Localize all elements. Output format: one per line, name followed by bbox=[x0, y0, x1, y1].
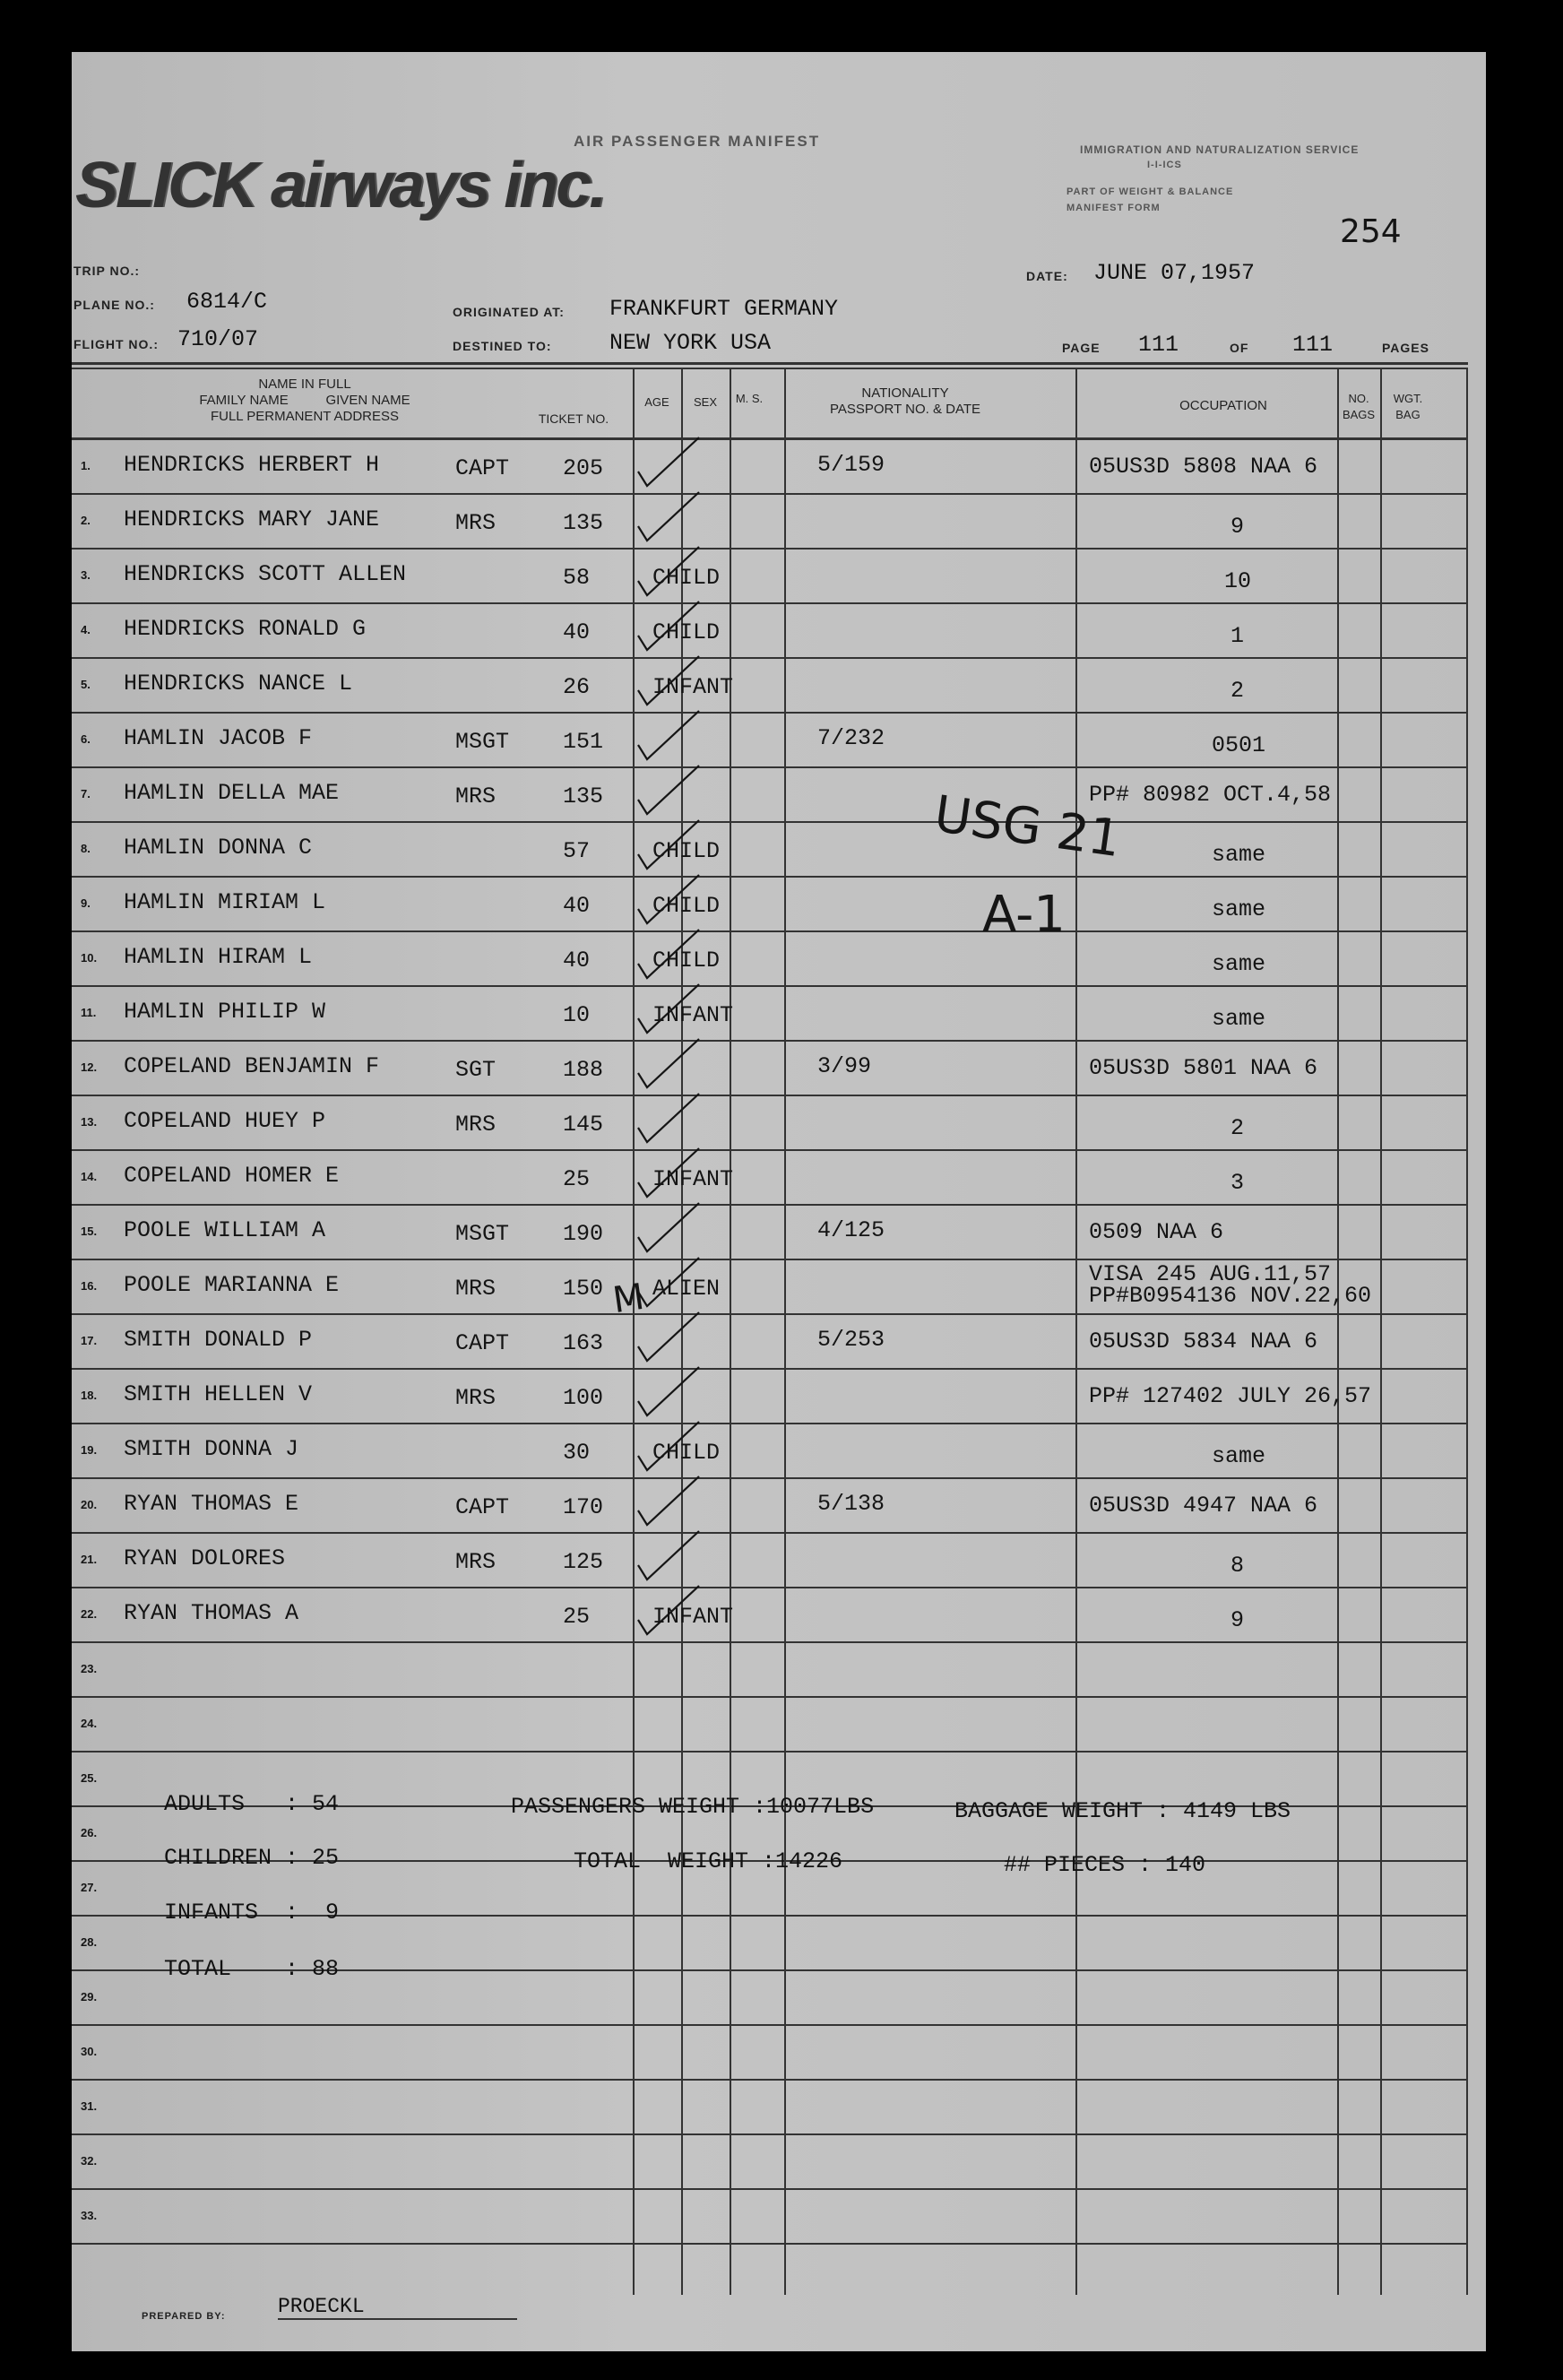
passenger-name: HENDRICKS NANCE L bbox=[124, 671, 353, 697]
age-category: CHILD bbox=[652, 893, 721, 919]
occupation-value: 2 bbox=[1231, 1115, 1245, 1141]
row-number: 31. bbox=[81, 2099, 98, 2113]
ticket-number: 188 bbox=[563, 1057, 604, 1083]
row-number: 10. bbox=[81, 951, 98, 965]
row-number: 3. bbox=[81, 568, 91, 582]
prepared-label: PREPARED BY: bbox=[142, 2311, 226, 2322]
check-mark bbox=[638, 1476, 699, 1525]
total-passengers: TOTAL : 88 bbox=[164, 1956, 340, 1982]
date-value: JUNE 07,1957 bbox=[1093, 260, 1256, 286]
passenger-name: HENDRICKS HERBERT H bbox=[124, 452, 380, 478]
passenger-name: HAMLIN DONNA C bbox=[124, 835, 313, 861]
passenger-title: SGT bbox=[455, 1057, 497, 1083]
passenger-name: HAMLIN MIRIAM L bbox=[124, 889, 326, 915]
row-number: 19. bbox=[81, 1443, 98, 1457]
passenger-name: HAMLIN DELLA MAE bbox=[124, 780, 340, 806]
occupation-value: same bbox=[1212, 951, 1266, 977]
row-number: 6. bbox=[81, 732, 91, 746]
check-mark bbox=[638, 1531, 699, 1579]
handwritten-usg: USG 21 bbox=[930, 784, 1125, 870]
baggage-pieces: ## PIECES : 140 bbox=[1004, 1852, 1206, 1878]
total-infants: INFANTS : 9 bbox=[164, 1900, 340, 1926]
passenger-name: RYAN THOMAS E bbox=[124, 1491, 299, 1517]
row-number: 5. bbox=[81, 678, 91, 691]
check-mark bbox=[638, 437, 699, 486]
passenger-title: MSGT bbox=[455, 1221, 510, 1247]
passenger-title: MRS bbox=[455, 510, 497, 536]
row-number: 7. bbox=[81, 787, 91, 801]
check-mark bbox=[638, 1367, 699, 1415]
page-label: PAGE bbox=[1062, 341, 1101, 355]
check-mark bbox=[638, 1203, 699, 1251]
passenger-name: SMITH DONALD P bbox=[124, 1327, 313, 1353]
occupation-value: 10 bbox=[1224, 568, 1252, 594]
stamp-number: 254 bbox=[1340, 213, 1402, 250]
occupation-value: 05US3D 5808 NAA 6 bbox=[1089, 454, 1318, 480]
passenger-name: SMITH DONNA J bbox=[124, 1436, 299, 1462]
age-category: ALIEN bbox=[652, 1276, 721, 1302]
row-number: 2. bbox=[81, 514, 91, 527]
passport-number: 5/159 bbox=[817, 452, 885, 478]
age-category: INFANT bbox=[652, 1166, 734, 1192]
row-number: 21. bbox=[81, 1553, 98, 1566]
date-label: DATE: bbox=[1026, 269, 1068, 283]
row-number: 16. bbox=[81, 1279, 98, 1293]
ticket-number: 25 bbox=[563, 1166, 591, 1192]
occupation-value: PP# 127402 JULY 26,57 bbox=[1089, 1383, 1372, 1409]
occupation-value: 1 bbox=[1231, 623, 1245, 649]
plane-no: 6814/C bbox=[186, 289, 268, 315]
age-category: INFANT bbox=[652, 1604, 734, 1630]
occupation-value: 05US3D 5834 NAA 6 bbox=[1089, 1328, 1318, 1354]
check-mark bbox=[638, 1312, 699, 1361]
form-title: AIR PASSENGER MANIFEST bbox=[574, 133, 821, 150]
total-weight: TOTAL WEIGHT :14226 bbox=[574, 1848, 843, 1874]
row-number: 14. bbox=[81, 1170, 98, 1183]
age-category: CHILD bbox=[652, 619, 721, 645]
occupation-value: 9 bbox=[1231, 514, 1245, 540]
agency-line-1: IMMIGRATION AND NATURALIZATION SERVICE bbox=[1080, 143, 1360, 156]
handwritten-mark: M bbox=[609, 1276, 647, 1322]
col-ms-header: M. S. bbox=[735, 392, 764, 405]
manifest-sheet bbox=[72, 52, 1486, 2351]
baggage-weight: BAGGAGE WEIGHT : 4149 LBS bbox=[954, 1798, 1291, 1824]
row-number: 11. bbox=[81, 1006, 97, 1019]
ticket-number: 100 bbox=[563, 1385, 604, 1411]
age-category: CHILD bbox=[652, 565, 721, 591]
check-mark bbox=[638, 875, 699, 923]
check-mark bbox=[638, 1422, 699, 1470]
ticket-number: 170 bbox=[563, 1494, 604, 1520]
ticket-number: 40 bbox=[563, 619, 591, 645]
ticket-number: 58 bbox=[563, 565, 591, 591]
ticket-number: 135 bbox=[563, 783, 604, 809]
ticket-number: 10 bbox=[563, 1002, 591, 1028]
row-number: 30. bbox=[81, 2045, 98, 2058]
passenger-name: HENDRICKS SCOTT ALLEN bbox=[124, 561, 407, 587]
passport-number: 4/125 bbox=[817, 1217, 885, 1243]
check-mark bbox=[638, 492, 699, 541]
check-mark bbox=[638, 820, 699, 869]
passenger-name: HAMLIN JACOB F bbox=[124, 725, 313, 751]
check-mark bbox=[638, 1258, 699, 1306]
passenger-name: RYAN THOMAS A bbox=[124, 1600, 299, 1626]
occupation-value: 8 bbox=[1231, 1553, 1245, 1579]
col-wgt-header: WGT. BAG bbox=[1393, 392, 1423, 421]
passenger-name: COPELAND HOMER E bbox=[124, 1163, 340, 1189]
row-number: 4. bbox=[81, 623, 91, 636]
plane-label: PLANE NO.: bbox=[73, 298, 155, 312]
check-mark bbox=[638, 1039, 699, 1087]
pages-label: PAGES bbox=[1382, 341, 1429, 355]
row-number: 1. bbox=[81, 459, 91, 472]
row-number: 9. bbox=[81, 896, 91, 910]
occupation-value: PP# 80982 OCT.4,58 bbox=[1089, 782, 1332, 808]
ticket-number: 205 bbox=[563, 455, 604, 481]
ticket-number: 163 bbox=[563, 1330, 604, 1356]
handwritten-a1: A-1 bbox=[982, 886, 1066, 944]
passenger-name: HENDRICKS MARY JANE bbox=[124, 506, 380, 532]
ticket-number: 57 bbox=[563, 838, 591, 864]
row-number: 28. bbox=[81, 1935, 98, 1949]
agency-line-3: PART OF WEIGHT & BALANCE bbox=[1066, 186, 1234, 197]
occupation-value: 05US3D 4947 NAA 6 bbox=[1089, 1493, 1318, 1519]
passport-number: 7/232 bbox=[817, 725, 885, 751]
check-mark bbox=[638, 766, 699, 814]
ticket-number: 135 bbox=[563, 510, 604, 536]
check-mark bbox=[638, 1094, 699, 1142]
occupation-value-2: PP#B0954136 NOV.22,60 bbox=[1089, 1283, 1372, 1309]
passenger-title: MSGT bbox=[455, 729, 510, 755]
ticket-number: 40 bbox=[563, 893, 591, 919]
ticket-number: 25 bbox=[563, 1604, 591, 1630]
row-number: 33. bbox=[81, 2209, 98, 2222]
of-label: OF bbox=[1230, 341, 1249, 355]
passenger-name: RYAN DOLORES bbox=[124, 1545, 286, 1571]
occupation-value: same bbox=[1212, 1006, 1266, 1032]
check-marks bbox=[72, 52, 1486, 2351]
passenger-name: POOLE WILLIAM A bbox=[124, 1217, 326, 1243]
passenger-name: HENDRICKS RONALD G bbox=[124, 616, 367, 642]
row-number: 12. bbox=[81, 1060, 98, 1074]
col-age-header: AGE bbox=[644, 395, 669, 409]
passenger-name: POOLE MARIANNA E bbox=[124, 1272, 340, 1298]
total-children: CHILDREN : 25 bbox=[164, 1845, 340, 1871]
passenger-title: CAPT bbox=[455, 455, 510, 481]
trip-label: TRIP NO.: bbox=[73, 264, 141, 278]
row-number: 26. bbox=[81, 1826, 98, 1839]
row-number: 20. bbox=[81, 1498, 98, 1511]
row-number: 17. bbox=[81, 1334, 98, 1347]
prepared-by: PROECKL bbox=[278, 2295, 517, 2320]
passenger-title: MRS bbox=[455, 1385, 497, 1411]
col-bags-header: NO. BAGS bbox=[1342, 392, 1376, 421]
row-number: 24. bbox=[81, 1717, 98, 1730]
agency-line-2: I-I-ICS bbox=[1147, 160, 1182, 170]
passenger-name: HAMLIN PHILIP W bbox=[124, 999, 326, 1025]
row-number: 32. bbox=[81, 2154, 98, 2168]
ticket-number: 40 bbox=[563, 948, 591, 974]
originated-value: FRANKFURT GERMANY bbox=[609, 296, 839, 322]
ticket-number: 26 bbox=[563, 674, 591, 700]
ticket-number: 190 bbox=[563, 1221, 604, 1247]
check-mark bbox=[638, 547, 699, 595]
age-category: CHILD bbox=[652, 948, 721, 974]
row-number: 18. bbox=[81, 1389, 98, 1402]
ticket-number: 30 bbox=[563, 1440, 591, 1466]
passenger-name: COPELAND HUEY P bbox=[124, 1108, 326, 1134]
col-sex-header: SEX bbox=[693, 395, 717, 409]
row-number: 8. bbox=[81, 842, 91, 855]
row-number: 27. bbox=[81, 1881, 98, 1894]
occupation-value: same bbox=[1212, 896, 1266, 922]
occupation-value: 9 bbox=[1231, 1607, 1245, 1633]
check-mark bbox=[638, 711, 699, 759]
passenger-title: CAPT bbox=[455, 1494, 510, 1520]
row-number: 25. bbox=[81, 1771, 98, 1785]
check-mark bbox=[638, 656, 699, 705]
passenger-title: MRS bbox=[455, 1549, 497, 1575]
age-category: CHILD bbox=[652, 1440, 721, 1466]
passport-number: 3/99 bbox=[817, 1053, 872, 1079]
col-ticket-header: TICKET NO. bbox=[538, 411, 609, 426]
passenger-name: HAMLIN HIRAM L bbox=[124, 944, 313, 970]
destined-label: DESTINED TO: bbox=[453, 339, 552, 353]
col-name-header: NAME IN FULL FAMILY NAME GIVEN NAME FULL PERMANENT ADDRESS bbox=[199, 376, 410, 424]
check-mark bbox=[638, 1586, 699, 1634]
occupation-value: VISA 245 AUG.11,57 bbox=[1089, 1261, 1332, 1287]
passenger-title: MRS bbox=[455, 783, 497, 809]
ticket-number: 150 bbox=[563, 1276, 604, 1302]
passenger-name: SMITH HELLEN V bbox=[124, 1381, 313, 1407]
age-category: INFANT bbox=[652, 674, 734, 700]
age-category: INFANT bbox=[652, 1002, 734, 1028]
passenger-title: MRS bbox=[455, 1276, 497, 1302]
occupation-value: 0501 bbox=[1212, 732, 1266, 758]
originated-label: ORIGINATED AT: bbox=[453, 305, 565, 319]
col-occupation-header: OCCUPATION bbox=[1179, 398, 1267, 413]
row-number: 29. bbox=[81, 1990, 98, 2004]
passenger-name: COPELAND BENJAMIN F bbox=[124, 1053, 380, 1079]
col-nationality-header: NATIONALITY PASSPORT NO. & DATE bbox=[829, 385, 981, 417]
check-mark bbox=[638, 930, 699, 978]
page-value: 111 bbox=[1138, 332, 1179, 358]
airline-logo: SLICK airways inc. bbox=[75, 150, 605, 221]
occupation-value: same bbox=[1212, 1443, 1266, 1469]
passenger-title: MRS bbox=[455, 1112, 497, 1138]
check-mark bbox=[638, 601, 699, 650]
row-number: 13. bbox=[81, 1115, 98, 1129]
passport-number: 5/138 bbox=[817, 1491, 885, 1517]
row-number: 15. bbox=[81, 1225, 98, 1238]
passport-number: 5/253 bbox=[817, 1327, 885, 1353]
passenger-title: CAPT bbox=[455, 1330, 510, 1356]
of-value: 111 bbox=[1292, 332, 1334, 358]
check-mark bbox=[638, 1148, 699, 1197]
ticket-number: 145 bbox=[563, 1112, 604, 1138]
passengers-weight: PASSENGERS WEIGHT :10077LBS bbox=[511, 1794, 875, 1820]
row-number: 22. bbox=[81, 1607, 98, 1621]
ticket-number: 151 bbox=[563, 729, 604, 755]
agency-line-4: MANIFEST FORM bbox=[1066, 203, 1161, 213]
flight-label: FLIGHT NO.: bbox=[73, 337, 159, 351]
total-adults: ADULTS : 54 bbox=[164, 1791, 340, 1817]
occupation-value: 05US3D 5801 NAA 6 bbox=[1089, 1055, 1318, 1081]
row-number: 23. bbox=[81, 1662, 98, 1675]
ticket-number: 125 bbox=[563, 1549, 604, 1575]
occupation-value: same bbox=[1212, 842, 1266, 868]
occupation-value: 3 bbox=[1231, 1170, 1245, 1196]
occupation-value: 0509 NAA 6 bbox=[1089, 1219, 1224, 1245]
age-category: CHILD bbox=[652, 838, 721, 864]
destined-value: NEW YORK USA bbox=[609, 330, 772, 356]
occupation-value: 2 bbox=[1231, 678, 1245, 704]
flight-no: 710/07 bbox=[177, 326, 259, 352]
check-mark bbox=[638, 984, 699, 1033]
